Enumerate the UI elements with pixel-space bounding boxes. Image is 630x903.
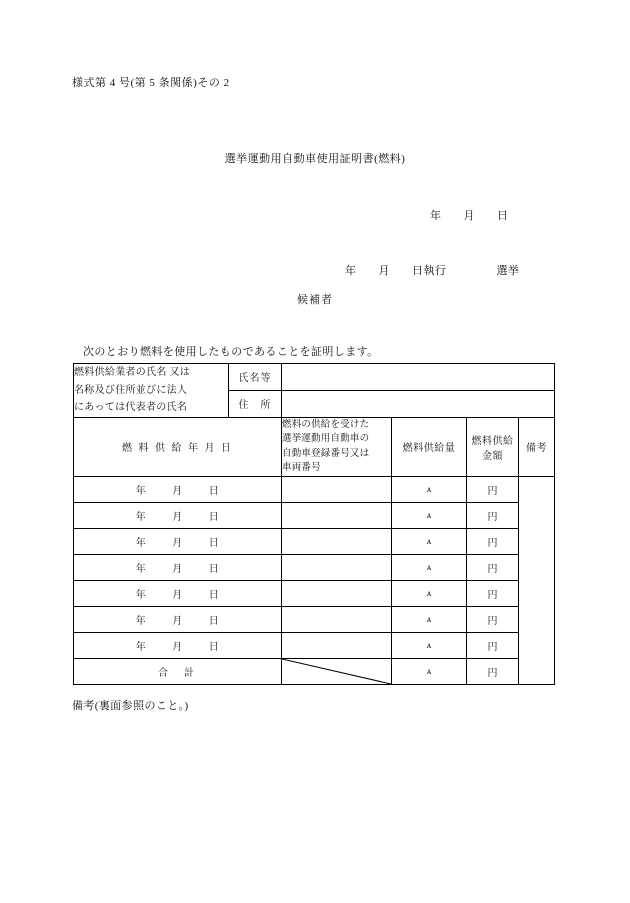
row-price[interactable]: 円: [467, 528, 519, 554]
table-row: [74, 502, 555, 528]
row-price[interactable]: 円: [467, 580, 519, 606]
header-remarks: 備考: [519, 417, 555, 476]
row-date-day: 日: [208, 589, 220, 601]
header-vehicle-line1: 燃料の供給を受けた: [282, 420, 370, 430]
table-row: [74, 476, 555, 502]
row-date-year: 年: [135, 641, 147, 653]
row-date-day: 日: [208, 511, 220, 523]
supplier-label-line1: 燃料供給業者の氏名 又は: [74, 367, 191, 378]
row-vehicle[interactable]: [282, 606, 392, 632]
page-title: 選挙運動用自動車使用証明書(燃料): [224, 153, 406, 165]
supplier-address-value[interactable]: [282, 390, 555, 417]
supplier-name-row: [74, 364, 555, 391]
total-row: [74, 658, 555, 684]
row-price[interactable]: 円: [467, 606, 519, 632]
issue-date-line: [430, 207, 509, 223]
row-amount[interactable]: ᴀ: [392, 528, 467, 554]
row-date[interactable]: [74, 580, 282, 606]
table-row: [74, 528, 555, 554]
row-date[interactable]: [74, 554, 282, 580]
row-price[interactable]: 円: [467, 554, 519, 580]
row-date-day: 日: [208, 641, 220, 653]
header-vehicle-line2: 選挙運動用自動車の: [282, 434, 370, 445]
form-number: 様式第 4 号(第 5 条関係)その 2: [72, 77, 230, 89]
row-vehicle[interactable]: [282, 528, 392, 554]
row-date-year: 年: [135, 485, 147, 497]
table-row: [74, 632, 555, 658]
supplier-label-line3: にあっては代表者の氏名: [74, 402, 188, 413]
row-date[interactable]: [74, 528, 282, 554]
row-amount[interactable]: ᴀ: [392, 632, 467, 658]
row-date-month: 月: [172, 485, 183, 497]
row-date-month: 月: [172, 511, 183, 523]
header-fuel-amount: 燃料供給量: [392, 417, 467, 476]
row-vehicle[interactable]: [282, 476, 392, 502]
table-header-row: [74, 417, 555, 476]
row-date-month: 月: [172, 563, 183, 575]
row-price[interactable]: 円: [467, 502, 519, 528]
row-remarks[interactable]: [519, 476, 555, 684]
table-row: [74, 554, 555, 580]
election-year: 年: [345, 265, 357, 277]
row-vehicle[interactable]: [282, 632, 392, 658]
header-fuel-price: 燃料供給金額: [467, 417, 519, 476]
row-date-month: 月: [172, 615, 183, 627]
supplier-address-label: 住 所: [229, 390, 282, 417]
total-label: 合 計: [74, 658, 282, 684]
table-row: [74, 580, 555, 606]
row-date[interactable]: [74, 476, 282, 502]
row-date[interactable]: [74, 606, 282, 632]
total-price[interactable]: 円: [467, 658, 519, 684]
certification-statement: 次のとおり燃料を使用したものであることを証明します。: [83, 346, 379, 358]
row-vehicle[interactable]: [282, 580, 392, 606]
row-date-day: 日: [208, 485, 220, 497]
header-supply-date: 燃 料 供 給 年 月 日: [74, 417, 282, 476]
issue-date-month: 月: [463, 210, 475, 222]
row-amount[interactable]: ᴀ: [392, 554, 467, 580]
row-vehicle[interactable]: [282, 502, 392, 528]
row-date-year: 年: [135, 615, 147, 627]
candidate-label: 候補者: [297, 294, 333, 306]
row-amount[interactable]: ᴀ: [392, 502, 467, 528]
supplier-label-cell: [74, 364, 229, 418]
row-price[interactable]: 円: [467, 476, 519, 502]
supplier-name-label: 氏名等: [229, 364, 282, 391]
fuel-usage-table: [73, 363, 555, 685]
row-date[interactable]: [74, 632, 282, 658]
row-date-year: 年: [135, 537, 147, 549]
row-date-day: 日: [208, 563, 220, 575]
row-amount[interactable]: ᴀ: [392, 476, 467, 502]
header-vehicle-number: [282, 417, 392, 476]
total-vehicle-blocked: [282, 658, 392, 684]
election-day-exec: 日執行: [412, 265, 447, 277]
election-name: 選挙: [496, 265, 520, 277]
row-amount[interactable]: ᴀ: [392, 606, 467, 632]
row-date-month: 月: [172, 641, 183, 653]
row-amount[interactable]: ᴀ: [392, 580, 467, 606]
row-date-month: 月: [172, 537, 183, 549]
supplier-name-value[interactable]: [282, 364, 555, 391]
table-row: [74, 606, 555, 632]
row-date[interactable]: [74, 502, 282, 528]
header-vehicle-line3: 自動車登録番号又は: [282, 448, 370, 459]
header-vehicle-line4: 車両番号: [282, 462, 321, 473]
total-amount[interactable]: ᴀ: [392, 658, 467, 684]
row-date-year: 年: [135, 589, 147, 601]
row-date-day: 日: [208, 615, 220, 627]
footnote: 備考(裏面参照のこと。): [72, 700, 189, 712]
row-date-month: 月: [172, 589, 183, 601]
election-date-line: [345, 262, 520, 278]
issue-date-year: 年: [430, 210, 442, 222]
supplier-label-line2: 名称及び住所並びに法人: [74, 384, 188, 396]
row-date-day: 日: [208, 537, 220, 549]
row-date-year: 年: [135, 563, 147, 575]
row-date-year: 年: [135, 511, 147, 523]
row-price[interactable]: 円: [467, 632, 519, 658]
issue-date-day: 日: [497, 210, 509, 222]
election-month: 月: [378, 265, 390, 277]
row-vehicle[interactable]: [282, 554, 392, 580]
